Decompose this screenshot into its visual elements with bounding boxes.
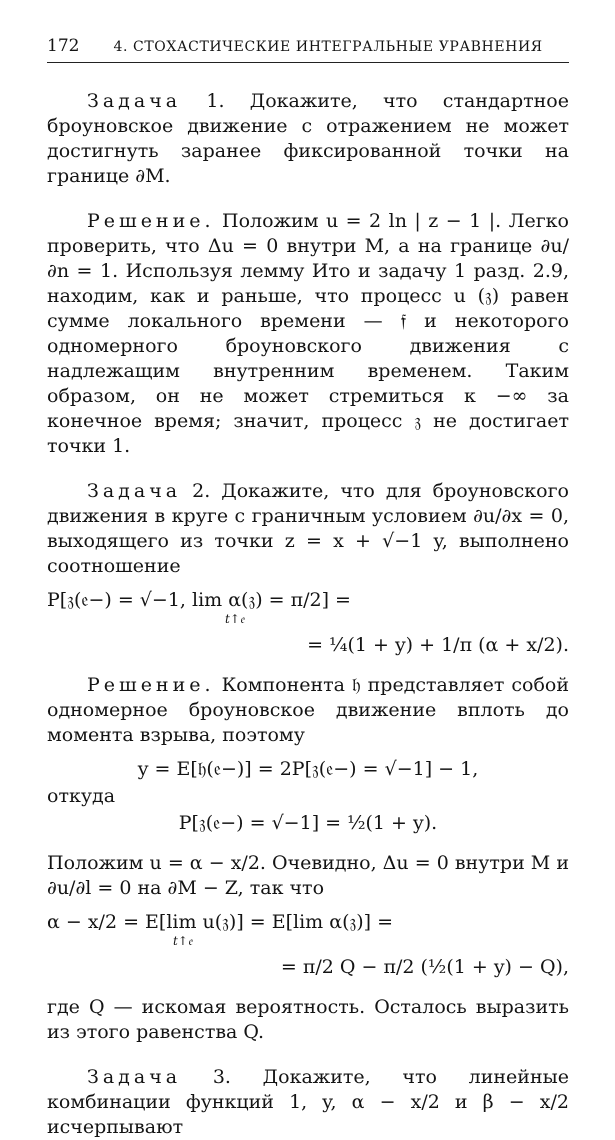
solution-1-label: Решение. bbox=[87, 210, 215, 232]
problem-2 bbox=[47, 479, 569, 579]
problem-3 bbox=[47, 1065, 569, 1140]
problem-3-label: Задача bbox=[87, 1066, 182, 1088]
equation-2: y = E[𝔥(𝔢−)] = 2P[𝔷(𝔢−) = √−1] − 1, bbox=[137, 758, 479, 780]
problem-1-label: Задача bbox=[87, 90, 182, 112]
otkuda-word: откуда bbox=[47, 785, 116, 807]
paragraph-4: где Q — искомая вероятность. Осталось выразить из этого равенства Q. bbox=[47, 996, 569, 1043]
equation-1-line-1 bbox=[47, 587, 569, 614]
equation-1-lim-sub: t↑𝔢 bbox=[225, 612, 245, 626]
equation-4-lim-sub bbox=[47, 936, 569, 946]
problem-2-label: Задача bbox=[87, 480, 182, 502]
book-page bbox=[47, 36, 569, 1140]
problem-1 bbox=[47, 89, 569, 189]
solution-2-label: Решение. bbox=[87, 674, 215, 696]
solution-1 bbox=[47, 209, 569, 459]
equation-4-lim-sub-1: t↑𝔢 bbox=[173, 934, 193, 948]
page-number: 172 bbox=[47, 36, 80, 56]
running-header bbox=[47, 36, 569, 63]
equation-4 bbox=[47, 909, 569, 981]
equation-4-line-1: α − x/2 = E[lim u(𝔷)] = E[lim α(𝔷)] = bbox=[47, 911, 394, 933]
problem-3-text: 3. Докажите, что линейные комбинации функций 1, y, α − x/2 и β − x/2 исчерпывают bbox=[47, 1066, 569, 1138]
solution-2-text: Компонента 𝔥 представляет собой одномерное броуновское движение вплоть до момента взрыва, поэтому bbox=[47, 674, 569, 746]
equation-1-line-2: = ¼(1 + y) + 1/π (α + x/2). bbox=[307, 634, 569, 656]
equation-1 bbox=[47, 587, 569, 659]
problem-1-text: 1. Докажите, что стандартное броуновское движение с отражением не может достигнуть заранее фиксированной точки на границе ∂M. bbox=[47, 90, 569, 187]
equation-3: P[𝔷(𝔢−) = √−1] = ½(1 + y). bbox=[178, 812, 438, 834]
problem-2-text: 2. Докажите, что для броуновского движения в круге с граничным условием ∂u/∂x = 0, выходящего из точки z = x + √−1 y, выполнено соотношение bbox=[47, 480, 569, 577]
paragraph-3: Положим u = α − x/2. Очевидно, Δu = 0 внутри M и ∂u/∂l = 0 на ∂M − Z, так что bbox=[47, 852, 569, 899]
running-title: 4. СТОХАСТИЧЕСКИЕ ИНТЕГРАЛЬНЫЕ УРАВНЕНИЯ bbox=[113, 39, 543, 55]
solution-2 bbox=[47, 673, 569, 748]
equation-4-line-2: = π/2 Q − π/2 (½(1 + y) − Q), bbox=[280, 956, 569, 978]
solution-1-text: Положим u = 2 ln | z − 1 |. Легко проверить, что Δu = 0 внутри M, а на границе ∂u/∂n = 1. Используя лемму Ито и задачу 1 разд. 2.9, находим, как и раньше, что процесс u (𝔷) равен сумме локального времени — 𝔣 и некоторого одномерного броуновского движения с надлежащим внутренним временем. Таким образом, он не может стремиться к −∞ за конечное время; значит, процесс 𝔷 не достигает точки 1. bbox=[47, 210, 569, 457]
equation-1-line-1-text: P[𝔷(𝔢−) = √−1, lim α(𝔷) = π/2] = bbox=[47, 589, 351, 611]
